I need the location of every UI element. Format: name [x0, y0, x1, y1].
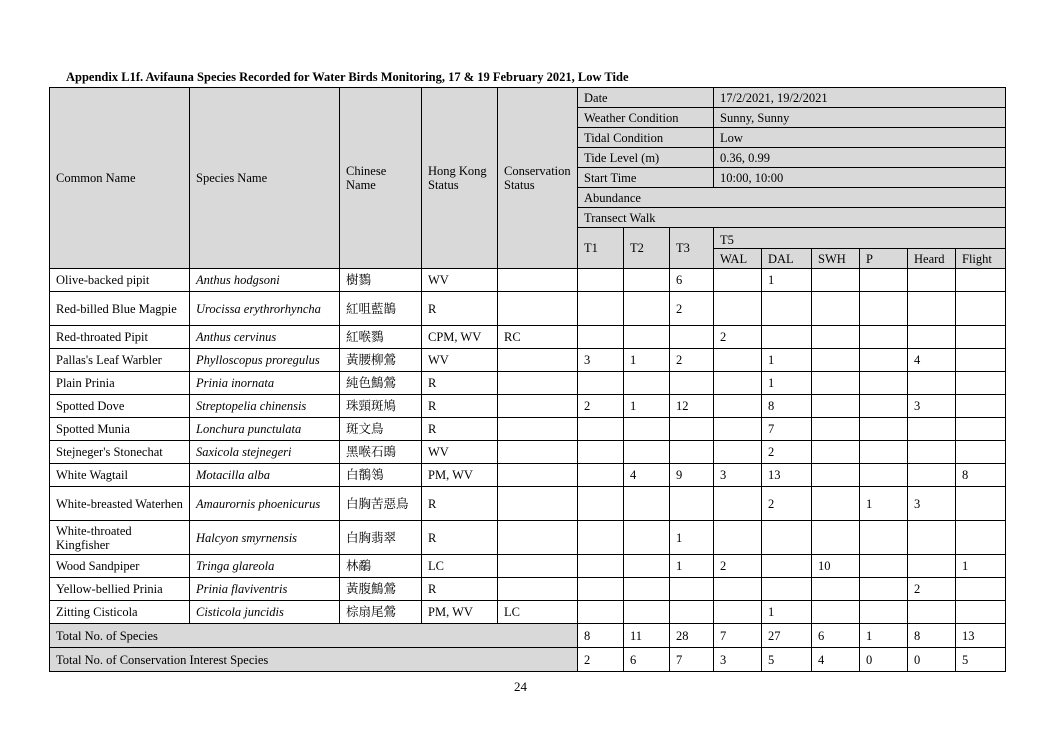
- count-cell: [714, 292, 762, 326]
- species-conservation-status: [498, 487, 578, 521]
- count-cell: [908, 292, 956, 326]
- t5-sub-wal: WAL: [714, 249, 762, 269]
- count-cell: 12: [670, 395, 714, 418]
- species-common-name: Spotted Dove: [50, 395, 190, 418]
- count-cell: [860, 326, 908, 349]
- count-cell: 2: [762, 441, 812, 464]
- species-common-name: Plain Prinia: [50, 372, 190, 395]
- info-value-tide-level: 0.36, 0.99: [714, 148, 1006, 168]
- table-row: [50, 372, 1006, 395]
- count-cell: 2: [714, 326, 762, 349]
- table-row: [50, 292, 1006, 326]
- species-hk-status: R: [422, 372, 498, 395]
- total-cell: 8: [578, 624, 624, 648]
- table-row: [50, 326, 1006, 349]
- t5-sub-dal: DAL: [762, 249, 812, 269]
- count-cell: 1: [670, 521, 714, 555]
- count-cell: [714, 578, 762, 601]
- t5-sub-swh: SWH: [812, 249, 860, 269]
- count-cell: [860, 578, 908, 601]
- species-conservation-status: [498, 292, 578, 326]
- count-cell: 4: [908, 349, 956, 372]
- species-common-name: Zitting Cisticola: [50, 601, 190, 624]
- total-cell: 2: [578, 648, 624, 672]
- count-cell: 7: [762, 418, 812, 441]
- count-cell: 8: [956, 464, 1006, 487]
- count-cell: 1: [762, 349, 812, 372]
- count-cell: [624, 418, 670, 441]
- total-cell: 11: [624, 624, 670, 648]
- count-cell: [624, 326, 670, 349]
- species-scientific-name: Anthus hodgsoni: [190, 269, 340, 292]
- table-row: [50, 269, 1006, 292]
- count-cell: [956, 292, 1006, 326]
- count-cell: [812, 441, 860, 464]
- count-cell: [578, 326, 624, 349]
- count-cell: 3: [908, 395, 956, 418]
- count-cell: [714, 441, 762, 464]
- abundance-label: Abundance: [578, 188, 1006, 208]
- species-chinese-name: 紅喉鷚: [340, 326, 422, 349]
- count-cell: [860, 418, 908, 441]
- count-cell: [908, 464, 956, 487]
- count-cell: [908, 441, 956, 464]
- species-scientific-name: Lonchura punctulata: [190, 418, 340, 441]
- species-hk-status: PM, WV: [422, 464, 498, 487]
- count-cell: 2: [908, 578, 956, 601]
- count-cell: [956, 326, 1006, 349]
- count-cell: 2: [670, 349, 714, 372]
- table-row: [50, 441, 1006, 464]
- count-cell: [714, 418, 762, 441]
- species-hk-status: PM, WV: [422, 601, 498, 624]
- species-hk-status: R: [422, 292, 498, 326]
- count-cell: [812, 269, 860, 292]
- species-hk-status: R: [422, 521, 498, 555]
- count-cell: [578, 441, 624, 464]
- table-row: [50, 395, 1006, 418]
- count-cell: [908, 326, 956, 349]
- species-scientific-name: Anthus cervinus: [190, 326, 340, 349]
- count-cell: [956, 487, 1006, 521]
- count-cell: [762, 292, 812, 326]
- info-value-start-time: 10:00, 10:00: [714, 168, 1006, 188]
- totals-row: [50, 648, 1006, 672]
- species-chinese-name: 白鶺鴒: [340, 464, 422, 487]
- count-cell: [860, 372, 908, 395]
- table-row: [50, 601, 1006, 624]
- species-hk-status: WV: [422, 441, 498, 464]
- count-cell: 13: [762, 464, 812, 487]
- count-cell: [714, 487, 762, 521]
- species-scientific-name: Tringa glareola: [190, 555, 340, 578]
- species-scientific-name: Prinia inornata: [190, 372, 340, 395]
- count-cell: [860, 521, 908, 555]
- count-cell: [670, 578, 714, 601]
- count-cell: 2: [578, 395, 624, 418]
- count-cell: 1: [624, 395, 670, 418]
- info-value-date: 17/2/2021, 19/2/2021: [714, 88, 1006, 108]
- count-cell: [812, 601, 860, 624]
- count-cell: [578, 418, 624, 441]
- species-chinese-name: 棕扇尾鶯: [340, 601, 422, 624]
- count-cell: [624, 521, 670, 555]
- species-conservation-status: [498, 441, 578, 464]
- count-cell: [812, 418, 860, 441]
- count-cell: [956, 349, 1006, 372]
- table-row: [50, 349, 1006, 372]
- count-cell: 1: [670, 555, 714, 578]
- total-cell: 7: [670, 648, 714, 672]
- count-cell: [908, 555, 956, 578]
- count-cell: [812, 521, 860, 555]
- totals-row: [50, 624, 1006, 648]
- total-cell: 5: [956, 648, 1006, 672]
- total-cell: 8: [908, 624, 956, 648]
- species-conservation-status: [498, 349, 578, 372]
- count-cell: [624, 601, 670, 624]
- count-cell: [624, 578, 670, 601]
- species-common-name: Stejneger's Stonechat: [50, 441, 190, 464]
- total-cell: 13: [956, 624, 1006, 648]
- count-cell: [956, 578, 1006, 601]
- species-common-name: Pallas's Leaf Warbler: [50, 349, 190, 372]
- count-cell: 1: [762, 269, 812, 292]
- count-cell: [670, 418, 714, 441]
- count-cell: [812, 292, 860, 326]
- count-cell: [908, 418, 956, 441]
- count-cell: [908, 372, 956, 395]
- transect-t2: T2: [624, 228, 670, 269]
- count-cell: [860, 464, 908, 487]
- total-cell: 1: [860, 624, 908, 648]
- transect-t5: T5: [714, 228, 1006, 249]
- count-cell: [714, 521, 762, 555]
- count-cell: [714, 349, 762, 372]
- count-cell: [812, 372, 860, 395]
- total-conservation-species-label: Total No. of Conservation Interest Species: [50, 648, 578, 672]
- transect-t3: T3: [670, 228, 714, 269]
- species-hk-status: R: [422, 578, 498, 601]
- count-cell: [670, 601, 714, 624]
- count-cell: [578, 487, 624, 521]
- species-hk-status: WV: [422, 269, 498, 292]
- count-cell: [578, 292, 624, 326]
- species-conservation-status: LC: [498, 601, 578, 624]
- info-value-weather: Sunny, Sunny: [714, 108, 1006, 128]
- count-cell: 2: [670, 292, 714, 326]
- page-number: 24: [514, 679, 527, 694]
- species-common-name: White Wagtail: [50, 464, 190, 487]
- table-row: [50, 464, 1006, 487]
- species-chinese-name: 黑喉石鵖: [340, 441, 422, 464]
- info-label-tidal: Tidal Condition: [578, 128, 714, 148]
- info-value-tidal: Low: [714, 128, 1006, 148]
- species-conservation-status: [498, 464, 578, 487]
- count-cell: 1: [762, 372, 812, 395]
- count-cell: [714, 601, 762, 624]
- count-cell: [578, 464, 624, 487]
- count-cell: [956, 418, 1006, 441]
- count-cell: [578, 521, 624, 555]
- count-cell: 10: [812, 555, 860, 578]
- count-cell: [956, 441, 1006, 464]
- count-cell: 1: [860, 487, 908, 521]
- species-common-name: Olive-backed pipit: [50, 269, 190, 292]
- species-scientific-name: Motacilla alba: [190, 464, 340, 487]
- count-cell: [624, 487, 670, 521]
- count-cell: [714, 372, 762, 395]
- species-scientific-name: Halcyon smyrnensis: [190, 521, 340, 555]
- count-cell: [956, 521, 1006, 555]
- count-cell: [812, 578, 860, 601]
- count-cell: [860, 441, 908, 464]
- species-chinese-name: 斑文鳥: [340, 418, 422, 441]
- count-cell: [670, 487, 714, 521]
- header-chinese-name: Chinese Name: [340, 88, 422, 269]
- count-cell: [578, 269, 624, 292]
- count-cell: [714, 269, 762, 292]
- species-conservation-status: [498, 578, 578, 601]
- transect-walk-label: Transect Walk: [578, 208, 1006, 228]
- appendix-title: Appendix L1f. Avifauna Species Recorded for Water Birds Monitoring, 17 & 19 February 2021, Low Tide: [66, 70, 629, 84]
- count-cell: 2: [714, 555, 762, 578]
- total-cell: 27: [762, 624, 812, 648]
- species-chinese-name: 林鷸: [340, 555, 422, 578]
- species-scientific-name: Streptopelia chinensis: [190, 395, 340, 418]
- count-cell: [860, 555, 908, 578]
- species-common-name: Red-billed Blue Magpie: [50, 292, 190, 326]
- species-chinese-name: 紅咀藍鵲: [340, 292, 422, 326]
- count-cell: [860, 395, 908, 418]
- count-cell: 1: [762, 601, 812, 624]
- total-cell: 4: [812, 648, 860, 672]
- count-cell: [908, 521, 956, 555]
- species-scientific-name: Cisticola juncidis: [190, 601, 340, 624]
- species-common-name: White-breasted Waterhen: [50, 487, 190, 521]
- total-cell: 6: [812, 624, 860, 648]
- info-label-tide-level: Tide Level (m): [578, 148, 714, 168]
- count-cell: 3: [714, 464, 762, 487]
- species-scientific-name: Prinia flaviventris: [190, 578, 340, 601]
- species-hk-status: R: [422, 418, 498, 441]
- count-cell: [624, 555, 670, 578]
- species-common-name: White-throated Kingfisher: [50, 521, 190, 555]
- count-cell: [860, 601, 908, 624]
- species-conservation-status: [498, 521, 578, 555]
- count-cell: [624, 269, 670, 292]
- count-cell: 3: [578, 349, 624, 372]
- count-cell: 6: [670, 269, 714, 292]
- count-cell: [812, 326, 860, 349]
- total-cell: 6: [624, 648, 670, 672]
- species-chinese-name: 黃腹鷦鶯: [340, 578, 422, 601]
- count-cell: [762, 521, 812, 555]
- count-cell: [860, 269, 908, 292]
- count-cell: 3: [908, 487, 956, 521]
- count-cell: [860, 349, 908, 372]
- count-cell: 4: [624, 464, 670, 487]
- table-row: [50, 418, 1006, 441]
- table-row: [50, 555, 1006, 578]
- count-cell: [624, 441, 670, 464]
- species-hk-status: CPM, WV: [422, 326, 498, 349]
- species-common-name: Wood Sandpiper: [50, 555, 190, 578]
- header-hk-status: Hong Kong Status: [422, 88, 498, 269]
- species-hk-status: LC: [422, 555, 498, 578]
- count-cell: [812, 487, 860, 521]
- info-label-weather: Weather Condition: [578, 108, 714, 128]
- count-cell: [762, 555, 812, 578]
- species-chinese-name: 純色鷦鶯: [340, 372, 422, 395]
- t5-sub-p: P: [860, 249, 908, 269]
- total-cell: 0: [860, 648, 908, 672]
- count-cell: [624, 292, 670, 326]
- species-chinese-name: 白胸苦惡鳥: [340, 487, 422, 521]
- total-cell: 5: [762, 648, 812, 672]
- count-cell: [670, 441, 714, 464]
- count-cell: [812, 349, 860, 372]
- count-cell: [670, 326, 714, 349]
- species-conservation-status: [498, 372, 578, 395]
- species-chinese-name: 珠頸斑鳩: [340, 395, 422, 418]
- species-conservation-status: RC: [498, 326, 578, 349]
- total-cell: 0: [908, 648, 956, 672]
- count-cell: [956, 372, 1006, 395]
- count-cell: [812, 395, 860, 418]
- count-cell: 1: [956, 555, 1006, 578]
- info-label-start-time: Start Time: [578, 168, 714, 188]
- count-cell: [578, 578, 624, 601]
- count-cell: [956, 601, 1006, 624]
- species-chinese-name: 樹鷚: [340, 269, 422, 292]
- count-cell: [762, 578, 812, 601]
- table-row: [50, 487, 1006, 521]
- species-chinese-name: 白胸翡翠: [340, 521, 422, 555]
- species-common-name: Spotted Munia: [50, 418, 190, 441]
- header-species-name: Species Name: [190, 88, 340, 269]
- t5-sub-heard: Heard: [908, 249, 956, 269]
- species-scientific-name: Amaurornis phoenicurus: [190, 487, 340, 521]
- count-cell: [670, 372, 714, 395]
- count-cell: 1: [624, 349, 670, 372]
- table-row: [50, 578, 1006, 601]
- species-chinese-name: 黃腰柳鶯: [340, 349, 422, 372]
- species-conservation-status: [498, 395, 578, 418]
- species-conservation-status: [498, 269, 578, 292]
- info-label-date: Date: [578, 88, 714, 108]
- species-conservation-status: [498, 555, 578, 578]
- species-scientific-name: Phylloscopus proregulus: [190, 349, 340, 372]
- count-cell: [956, 395, 1006, 418]
- count-cell: [908, 601, 956, 624]
- total-cell: 7: [714, 624, 762, 648]
- count-cell: 2: [762, 487, 812, 521]
- count-cell: [578, 372, 624, 395]
- count-cell: [956, 269, 1006, 292]
- total-cell: 28: [670, 624, 714, 648]
- total-cell: 3: [714, 648, 762, 672]
- species-hk-status: WV: [422, 349, 498, 372]
- count-cell: [578, 601, 624, 624]
- count-cell: [578, 555, 624, 578]
- t5-sub-flight: Flight: [956, 249, 1006, 269]
- header-conservation-status: Conservation Status: [498, 88, 578, 269]
- species-scientific-name: Urocissa erythrorhyncha: [190, 292, 340, 326]
- species-common-name: Yellow-bellied Prinia: [50, 578, 190, 601]
- count-cell: [624, 372, 670, 395]
- species-hk-status: R: [422, 487, 498, 521]
- count-cell: [860, 292, 908, 326]
- species-scientific-name: Saxicola stejnegeri: [190, 441, 340, 464]
- count-cell: [908, 269, 956, 292]
- count-cell: 9: [670, 464, 714, 487]
- count-cell: [714, 395, 762, 418]
- species-hk-status: R: [422, 395, 498, 418]
- avifauna-table: [49, 87, 1006, 672]
- species-conservation-status: [498, 418, 578, 441]
- count-cell: [812, 464, 860, 487]
- count-cell: [762, 326, 812, 349]
- species-common-name: Red-throated Pipit: [50, 326, 190, 349]
- count-cell: 8: [762, 395, 812, 418]
- total-species-label: Total No. of Species: [50, 624, 578, 648]
- header-common-name: Common Name: [50, 88, 190, 269]
- table-row: [50, 521, 1006, 555]
- transect-t1: T1: [578, 228, 624, 269]
